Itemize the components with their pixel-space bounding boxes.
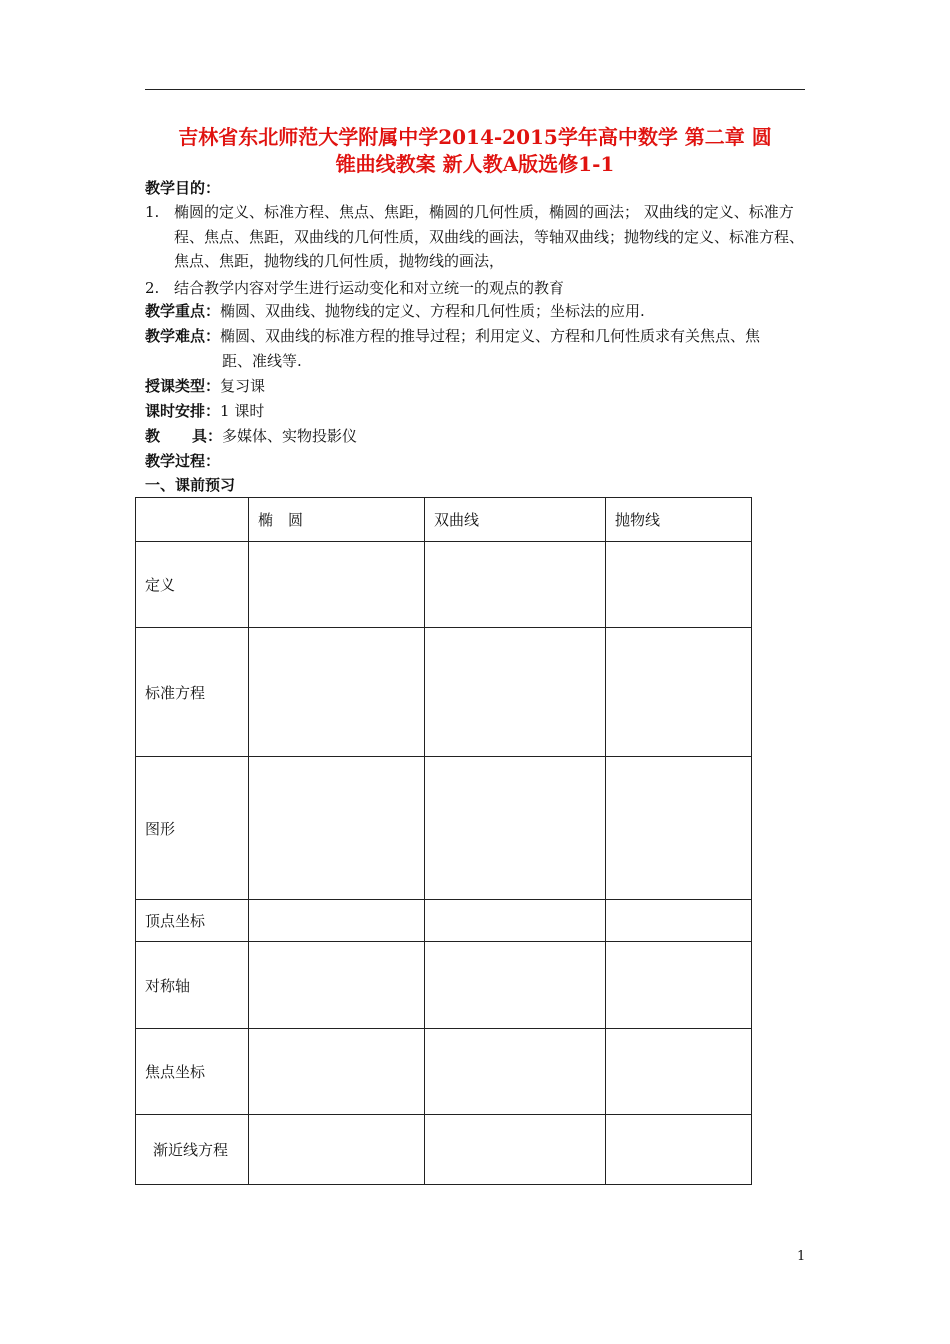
table-row (136, 757, 752, 900)
table-cell (606, 900, 752, 942)
title-line-2: 锥曲线教案 新人教A版选修1-1 (335, 152, 615, 176)
process-label: 教学过程： (145, 452, 221, 470)
tools-label-left: 教 (145, 427, 161, 445)
table-cell (249, 1115, 425, 1185)
header-cell-ellipse: 椭 圆 (249, 498, 425, 542)
table-cell (249, 1029, 425, 1115)
table-cell (606, 1029, 752, 1115)
table-cell (249, 757, 425, 900)
row-label: 对称轴 (136, 942, 249, 1029)
table-cell (425, 628, 606, 757)
table-cell (606, 542, 752, 628)
table-cell (425, 1115, 606, 1185)
row-label: 渐近线方程 (136, 1115, 249, 1185)
table-cell (425, 1029, 606, 1115)
header-rule (145, 89, 805, 90)
table-cell (606, 757, 752, 900)
title-line-1: 吉林省东北师范大学附属中学2014-2015学年高中数学 第二章 圆 (178, 125, 772, 149)
table-cell (249, 900, 425, 942)
row-label: 定义 (136, 542, 249, 628)
table-header-row (136, 498, 752, 542)
objective-text: 椭圆的定义、标准方程、焦点、焦距，椭圆的几何性质，椭圆的画法； 双曲线的定义、标准方程、焦点、焦距，双曲线的几何性质，双曲线的画法，等轴双曲线；抛物线的定义、标准方程、焦点、焦距，抛物线的几何性质，抛物线的画法， (174, 203, 805, 270)
table-cell (606, 1115, 752, 1185)
table-row (136, 900, 752, 942)
tools-value: 多媒体、实物投影仪 (222, 427, 358, 445)
header-cell-empty (136, 498, 249, 542)
table-cell (425, 542, 606, 628)
table-row (136, 542, 752, 628)
objective-text: 结合教学内容对学生进行运动变化和对立统一的观点的教育 (174, 279, 565, 297)
table-row (136, 1115, 752, 1185)
table-cell (425, 942, 606, 1029)
page-number: 1 (797, 1249, 806, 1264)
tools-label-right: 具： (192, 427, 223, 445)
table-cell (606, 942, 752, 1029)
table-cell (425, 757, 606, 900)
table-row (136, 1029, 752, 1115)
schedule-label: 课时安排： (145, 402, 221, 420)
difficulties-text: 椭圆、双曲线的标准方程的推导过程；利用定义、方程和几何性质求有关焦点、焦 (220, 327, 761, 345)
difficulties (145, 326, 760, 346)
table-cell (249, 628, 425, 757)
lesson-type-label: 授课类型： (145, 377, 221, 395)
key-points (145, 301, 645, 321)
lesson-type-value: 复习课 (220, 377, 266, 395)
document-title (145, 124, 805, 178)
row-label: 图形 (136, 757, 249, 900)
tools (145, 426, 357, 446)
header-cell-parabola: 抛物线 (606, 498, 752, 542)
difficulties-text-cont: 距、准线等. (222, 352, 302, 370)
comparison-table (135, 497, 752, 1185)
schedule (145, 401, 264, 421)
section-heading: 一、课前预习 (145, 476, 236, 494)
key-points-text: 椭圆、双曲线、抛物线的定义、方程和几何性质；坐标法的应用. (220, 302, 645, 320)
table-cell (249, 542, 425, 628)
table-row (136, 628, 752, 757)
row-label: 标准方程 (136, 628, 249, 757)
header-cell-hyperbola: 双曲线 (425, 498, 606, 542)
schedule-value: 1 课时 (220, 402, 265, 420)
difficulties-label: 教学难点： (145, 327, 221, 345)
row-label: 焦点坐标 (136, 1029, 249, 1115)
row-label: 顶点坐标 (136, 900, 249, 942)
table-cell (425, 900, 606, 942)
table-cell (249, 942, 425, 1029)
table-row (136, 942, 752, 1029)
table-cell (606, 628, 752, 757)
objectives-label: 教学目的： (145, 179, 221, 197)
objective-number: 2. (145, 279, 160, 297)
objective-number: 1. (145, 203, 160, 221)
key-points-label: 教学重点： (145, 302, 221, 320)
lesson-type (145, 376, 265, 396)
